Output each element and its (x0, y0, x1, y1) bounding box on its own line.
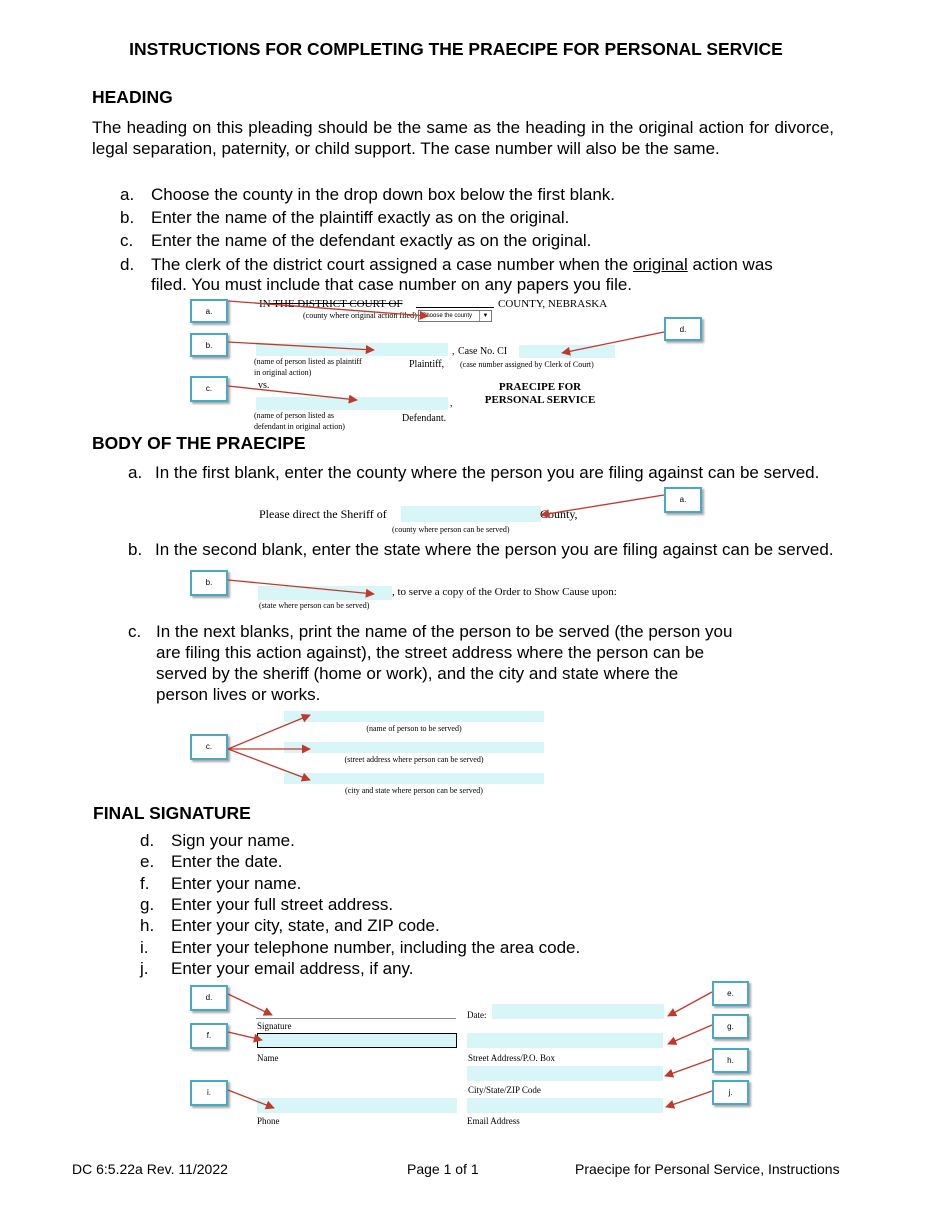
arrow-final-d (228, 994, 272, 1015)
signature-line[interactable] (256, 1018, 456, 1019)
dropdown-value: Choose the county (422, 313, 473, 319)
item-text-line-4: person lives or works. (156, 685, 321, 704)
street-field[interactable] (467, 1033, 663, 1048)
county-nebraska-label: COUNTY, NEBRASKA (498, 298, 608, 310)
item-marker: j. (140, 959, 149, 978)
item-text: Enter your telephone number, including the area code. (171, 938, 581, 957)
county-label: County, (540, 507, 578, 521)
date-field[interactable] (492, 1004, 664, 1019)
city-label: City/State/ZIP Code (468, 1085, 541, 1095)
item-marker: d. (120, 255, 135, 274)
name-label: Name (257, 1053, 279, 1063)
item-text: In the first blank, enter the county where the person you are filing against can be served. (155, 463, 820, 482)
item-marker: a. (120, 185, 135, 204)
court-label: IN THE DISTRICT COURT OF (259, 298, 403, 310)
defendant-note-1: (name of person listed as (254, 411, 334, 420)
county-dropdown[interactable] (418, 310, 492, 322)
street-address-note: (street address where person can be served) (344, 755, 484, 764)
arrow-final-j (666, 1091, 712, 1107)
chevron-down-icon: ▼ (479, 311, 491, 321)
street-address-field[interactable] (284, 742, 544, 753)
item-marker: a. (128, 463, 143, 482)
callout-body-a: a. (664, 487, 702, 513)
plaintiff-field[interactable] (256, 343, 448, 356)
case-number-field[interactable] (519, 345, 615, 358)
item-marker: b. (120, 208, 135, 227)
praecipe-doc-title (470, 381, 610, 407)
callout-final-i: i. (190, 1080, 228, 1106)
item-marker: c. (120, 231, 134, 250)
city-field[interactable] (467, 1066, 663, 1081)
item-marker: c. (128, 622, 142, 641)
item-text: Enter your email address, if any. (171, 959, 414, 978)
phone-label: Phone (257, 1116, 280, 1126)
defendant-field[interactable] (256, 397, 448, 410)
item-text-line-1: In the next blanks, print the name of the person to be served (the person you (156, 622, 733, 641)
callout-final-e: e. (712, 981, 749, 1006)
defendant-note-2: defendant in original action) (254, 422, 345, 431)
item-marker: g. (140, 895, 155, 914)
doc-title-line-1: PRAECIPE FOR (498, 381, 582, 393)
callout-body-b: b. (190, 570, 228, 596)
email-label: Email Address (467, 1116, 520, 1126)
case-number-note: (case number assigned by Clerk of Court) (460, 360, 594, 369)
callout-d: d. (664, 317, 702, 341)
item-marker: e. (140, 852, 155, 871)
defendant-label: Defendant. (402, 413, 447, 424)
person-name-field[interactable] (284, 711, 544, 722)
item-marker: b. (128, 540, 143, 559)
item-text: In the second blank, enter the state where the person you are filing against can be served. (155, 540, 834, 559)
footer-form-number: DC 6:5.22a Rev. 11/2022 (72, 1161, 228, 1177)
email-field[interactable] (467, 1098, 663, 1113)
street-label: Street Address/P.O. Box (468, 1053, 556, 1063)
vs-label: vs. (258, 380, 270, 391)
callout-final-h: h. (712, 1048, 749, 1073)
date-label: Date: (467, 1010, 487, 1020)
callout-c: c. (190, 376, 228, 402)
county-note: (county where original action filed) (303, 311, 417, 320)
item-text: Enter your full street address. (171, 895, 394, 914)
person-name-note: (name of person to be served) (366, 724, 462, 733)
item-marker: f. (140, 874, 150, 893)
comma-mark: , (452, 346, 455, 357)
plaintiff-label: Plaintiff, (409, 359, 445, 370)
state-field[interactable] (258, 586, 392, 600)
sheriff-county-note: (county where person can be served) (392, 525, 510, 534)
item-text: Enter your city, state, and ZIP code. (171, 916, 440, 935)
plaintiff-note-2: in original action) (254, 368, 312, 377)
item-text: Choose the county in the drop down box below the first blank. (151, 185, 616, 204)
callout-body-c: c. (190, 734, 228, 760)
final-section-title: FINAL SIGNATURE (93, 803, 251, 823)
footer-page-number: Page 1 of 1 (407, 1161, 479, 1177)
item-text-line-2: are filing this action against), the street address where the person can be (156, 643, 705, 662)
item-text: Sign your name. (171, 831, 295, 850)
arrow-final-e (668, 992, 712, 1016)
heading-section-title: HEADING (92, 87, 173, 107)
item-text: Enter the name of the plaintiff exactly as on the original. (151, 208, 570, 227)
sheriff-county-field[interactable] (401, 506, 541, 522)
item-text-line-3: served by the sheriff (home or work), and the city and state where the (156, 664, 679, 683)
item-text: Enter your name. (171, 874, 302, 893)
item-text: The clerk of the district court assigned a case number when the original action was (151, 255, 773, 274)
item-text: Enter the name of the defendant exactly as on the original. (151, 231, 592, 250)
city-state-note: (city and state where person can be served) (345, 786, 483, 795)
signature-label: Signature (257, 1021, 292, 1031)
doc-title-line-2: PERSONAL SERVICE (484, 394, 596, 406)
serve-copy-label: , to serve a copy of the Order to Show Cause upon: (392, 586, 617, 598)
county-blank (416, 307, 494, 308)
comma-mark: , (450, 398, 453, 409)
footer-doc-title: Praecipe for Personal Service, Instructions (575, 1161, 840, 1177)
item-marker: d. (140, 831, 155, 850)
callout-b: b. (190, 333, 228, 357)
arrow-final-g (668, 1025, 712, 1044)
city-state-field[interactable] (284, 773, 544, 784)
callout-final-d: d. (190, 985, 228, 1011)
arrow-final-h (665, 1059, 712, 1076)
item-marker: h. (140, 916, 155, 935)
plaintiff-note-1: (name of person listed as plaintiff (254, 357, 362, 366)
callout-final-f: f. (190, 1023, 228, 1049)
callout-final-g: g. (712, 1014, 749, 1039)
item-marker: i. (140, 938, 149, 957)
state-note: (state where person can be served) (259, 601, 370, 610)
callout-final-j: j. (712, 1080, 749, 1105)
sheriff-label: Please direct the Sheriff of (259, 507, 387, 521)
heading-paragraph: The heading on this pleading should be the same as the heading in the original action for divorce, legal separation, paternity, or child support. The case number will also be the same. (92, 118, 834, 158)
phone-field[interactable] (257, 1098, 457, 1113)
case-number-label: Case No. CI (458, 346, 508, 357)
item-text-continued: filed. You must include that case number on any papers you file. (151, 275, 633, 294)
body-section-title: BODY OF THE PRAECIPE (92, 433, 306, 453)
page-title: INSTRUCTIONS FOR COMPLETING THE PRAECIPE FOR PERSONAL SERVICE (129, 39, 783, 59)
callout-a: a. (190, 299, 228, 323)
item-text: Enter the date. (171, 852, 283, 871)
name-field[interactable] (257, 1033, 457, 1048)
